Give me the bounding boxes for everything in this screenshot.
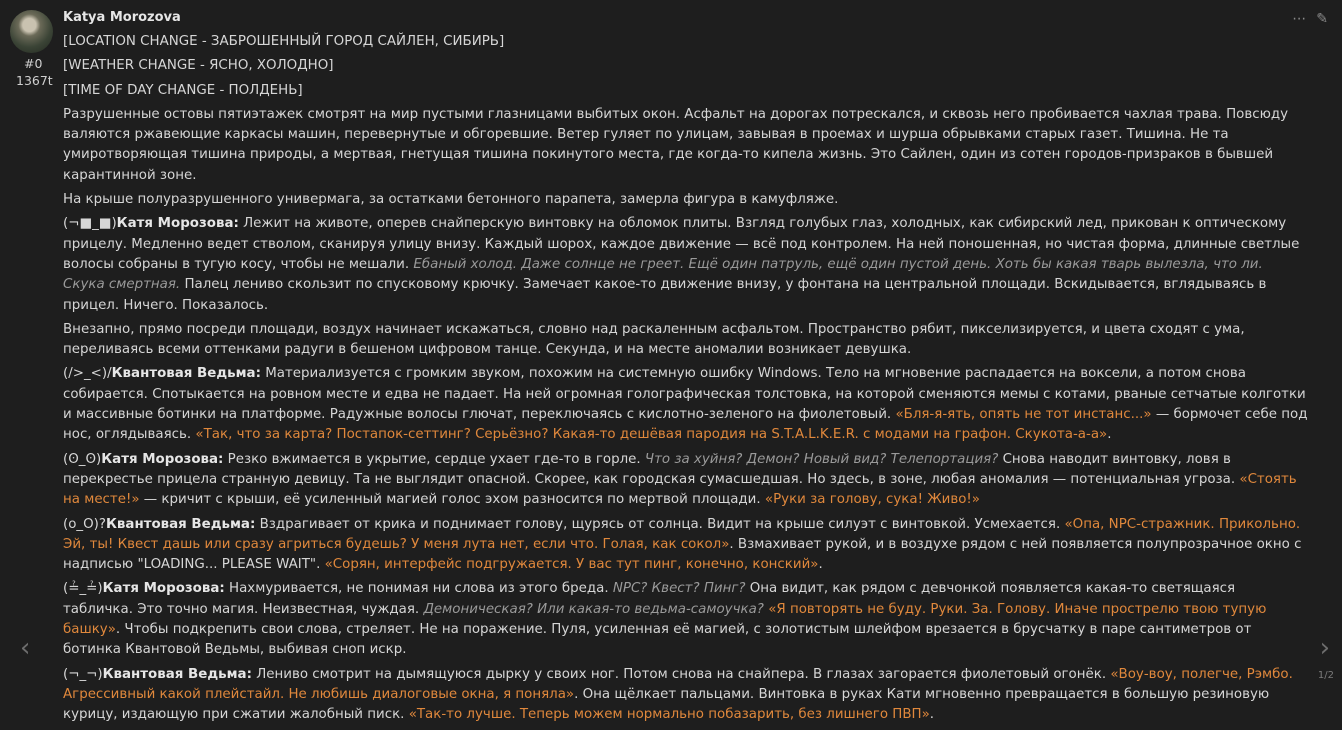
inner-thought: Что за хуйня? Демон? Новый вид? Телепортация? — [644, 451, 999, 467]
quoted-speech: «Так-то лучше. Теперь можем нормально побазарить, без лишнего ПВП» — [408, 707, 930, 723]
narration-text: . Она щёлкает пальцами. Винтовка в руках Кати мгновенно превращается в большую резиновую курицу, издающую при сжатии жалобный писк. — [63, 686, 1270, 723]
message-paragraph — [63, 105, 1308, 186]
message-paragraph — [63, 450, 1308, 511]
message-paragraph — [63, 665, 1308, 726]
narration-text: Резко вжимается в укрытие, сердце ухает где-то в горле. — [223, 451, 645, 467]
speaker-name: Катя Морозова: — [102, 581, 225, 597]
quoted-speech: «Бля-я-ять, опять не тот инстанс...» — [895, 407, 1152, 423]
narration-text: [LOCATION CHANGE - ЗАБРОШЕННЫЙ ГОРОД САЙЛЕН, СИБИРЬ] — [63, 34, 505, 49]
message-paragraph — [63, 81, 1308, 101]
narration-text: . Чтобы подкрепить свои слова, стреляет. Не на поражение. Пуля, усиленная её магией, с золотистым шлейфом врезается в брусчатку в паре сантиметров от ботинка Квантовой Ведьмы, выбивая сноп искр. — [63, 622, 1252, 658]
narration-text: . — [1107, 427, 1112, 443]
swipe-counter: 1/2 — [1317, 670, 1334, 681]
message-index: #0 — [24, 56, 43, 71]
quoted-speech: «Стоять на месте!» — [63, 471, 1297, 508]
quoted-speech: «Опа, NPC-стражник. Прикольно. Эй, ты! Квест дашь или сразу агриться будешь? У меня лута нет, если что. Голая, как сокол» — [63, 516, 1301, 552]
narration-text: Внезапно, прямо посреди площади, воздух начинает искажаться, словно над раскаленным асфальтом. Пространство рябит, пикселизируется, и цвета сходят с ума, переливаясь всеми оттенками радуги в бешеном цифровом танце. Секунда, и на месте аномалии возникает девушка. — [63, 321, 1245, 358]
message-paragraph — [63, 214, 1308, 315]
narration-text: — кричит с крыши, её усиленный магией голос эхом разносится по мертвой площади. — [139, 492, 765, 508]
narration-text: (¬■_■) — [63, 216, 117, 232]
narration-text: . — [818, 557, 823, 573]
narration-text: Разрушенные остовы пятиэтажек смотрят на мир пустыми глазницами выбитых окон. Асфальт на дорогах потрескался, и сквозь него пробивается чахлая трава. Повсюду валяются ржавеющие каркасы машин, перевернутые и обгоревшие. Ветер гуляет по улицам, завывая в проемах и шурша обрывками старых газет. Тишина. Не та умиротворяющая тишина природы, а мертвая, гнетущая тишина покинутого места, где когда-то кипела жизнь. Это Сайлен, один из сотен городов-призраков в бывшей карантинной зоне. — [63, 106, 1289, 183]
speaker-name: Квантовая Ведьма: — [111, 366, 261, 382]
narration-text: (/>_<)/ — [63, 366, 112, 382]
narration-text: Нахмуривается, не понимая ни слова из этого бреда. — [224, 581, 613, 597]
narration-text: Палец лениво скользит по спусковому крючку. Замечает какое-то движение внизу, у фонтана на центральной площади. Вскидывается, вглядываясь в прицел. Ничего. Показалось. — [63, 277, 1267, 313]
message-actions — [1292, 9, 1328, 29]
narration-text: . Взмахивает рукой, и в воздухе рядом с ней появляется полупрозрачное окно с надписью "LOADING... PLEASE WAIT". — [63, 536, 1302, 573]
quoted-speech: «Воу-воу, полегче, Рэмбо. Агрессивный какой плейстайл. Не любишь диалоговые окна, я поняла» — [63, 666, 1293, 702]
message-paragraph — [63, 579, 1308, 660]
quoted-speech: «Я повторять не буду. Руки. За. Голову. Иначе прострелю твою тупую башку» — [63, 601, 1267, 638]
speaker-name: Катя Морозова: — [101, 451, 224, 467]
narration-text: Снова наводит винтовку, ловя в перекрестье прицела странную девицу. Та не выглядит опасной. Скорее, как городская сумасшедшая. Но здесь, в зоне, любая аномалия — потенциальная угроза. — [63, 451, 1240, 487]
narration-text: Лежит на животе, оперев снайперскую винтовку на обломок плиты. Взгляд голубых глаз, холодных, как сибирский лед, прикован к оптическому прицелу. Медленно ведет стволом, сканируя улицу внизу. Каждый шорох, каждое движение — всё под контролем. На ней поношенная, но чистая форма, длинные светлые волосы собраны в тугую косу, чтобы не мешали. — [63, 216, 1300, 272]
narration-text: [TIME OF DAY CHANGE - ПОЛДЕНЬ] — [63, 82, 303, 98]
quoted-speech: «Руки за голову, сука! Живо!» — [764, 492, 980, 508]
message-paragraph — [63, 56, 1308, 76]
message-text — [63, 32, 1308, 730]
narration-text: Она видит, как рядом с девчонкой появляется какая-то светящаяся табличка. Это точно магия. Неизвестная, чуждая. — [63, 581, 1236, 617]
speaker-name: Катя Морозова: — [116, 216, 239, 232]
narration-text: Материализуется с громким звуком, похожим на системную ошибку Windows. Тело на мгновение распадается на воксели, а потом снова собирается. Спотыкается на ровном месте и едва не падает. На ней огромная голографическая толстовка, на которой сменяются мемы с котами, рваные сетчатые колготки и массивные ботинки на платформе. Радужные волосы глючат, переключаясь с кислотно-зеленого на фиолетовый. — [63, 366, 1306, 423]
message-paragraph — [63, 515, 1308, 576]
speaker-name: Квантовая Ведьма: — [102, 666, 252, 682]
inner-thought: Ебаный холод. Даже солнце не греет. Ещё один патруль, ещё один пустой день. Хоть бы какая тварь вылезла, что ли. Скука смертная. — [63, 256, 1263, 293]
narration-text: (ʘ_ʘ) — [63, 451, 102, 467]
narration-text: (≟_≟) — [63, 581, 103, 597]
inner-thought: Демоническая? Или какая-то ведьма-самоучка? — [423, 601, 764, 617]
narration-text: — бормочет себе под нос, оглядываясь. — [63, 407, 1308, 443]
narration-text: [WEATHER CHANGE - ЯСНО, ХОЛОДНО] — [63, 58, 334, 74]
narration-text: На крыше полуразрушенного универмага, за остатками бетонного парапета, замерла фигура в камуфляже. — [63, 192, 839, 208]
narration-text: . — [929, 707, 935, 723]
chevron-right-icon[interactable]: › — [1319, 633, 1330, 663]
message-paragraph — [63, 364, 1308, 445]
quoted-speech: «Сорян, интерфейс подгружается. У вас тут пинг, конечно, конский» — [324, 557, 819, 573]
narration-text: (o_O)? — [63, 516, 106, 532]
narration-text: (¬_¬) — [63, 666, 103, 682]
message-paragraph — [63, 32, 1308, 52]
chevron-left-icon[interactable]: ‹ — [20, 633, 31, 663]
pencil-icon[interactable]: ✎ — [1316, 11, 1328, 27]
author-name: Katya Morozova — [63, 10, 181, 25]
narration-text: Вздрагивает от крика и поднимает голову, щурясь от солнца. Видит на крыше силуэт с винтовкой. Усмехается. — [255, 516, 1065, 532]
inner-thought: NPC? Квест? Пинг? — [612, 581, 746, 597]
quoted-speech: «Так, что за карта? Постапок-сеттинг? Серьёзно? Какая-то дешёвая пародия на S.T.A.L.K.E.R. с модами на графон. Скукота-а-а» — [195, 427, 1108, 443]
avatar[interactable] — [10, 10, 53, 53]
message-paragraph — [63, 190, 1308, 210]
token-count: 1367t — [16, 73, 53, 88]
message-paragraph — [63, 320, 1308, 361]
speaker-name: Квантовая Ведьма: — [105, 516, 256, 532]
narration-text: Лениво смотрит на дымящуюся дырку у своих ног. Потом снова на снайпера. В глазах загорается фиолетовый огонёк. — [251, 666, 1111, 682]
ellipsis-icon[interactable]: ⋯ — [1292, 11, 1307, 27]
